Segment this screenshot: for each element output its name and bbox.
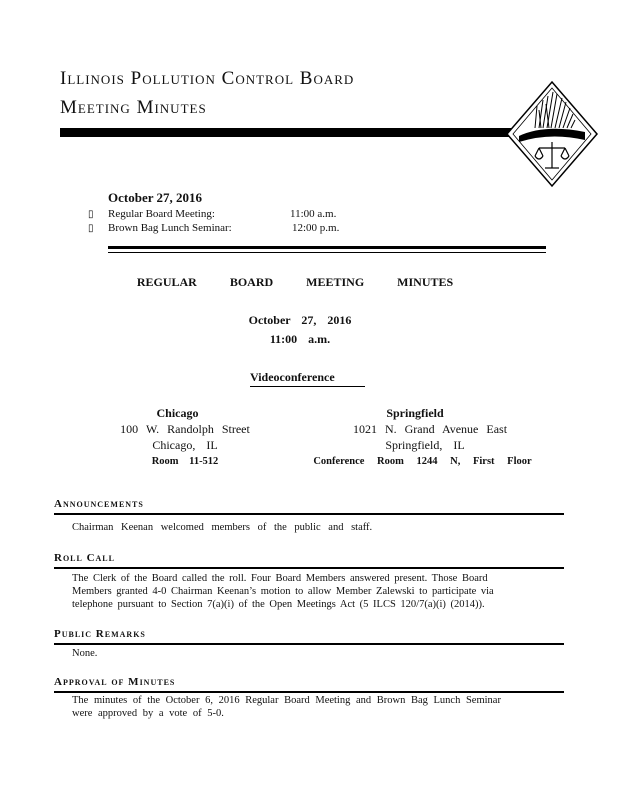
section-rule (54, 691, 564, 693)
schedule-date: October 27, 2016 (108, 190, 202, 205)
approval-line: The minutes of the October 6, 2016 Regular Board Meeting and Brown Bag Lunch Seminar (72, 695, 501, 706)
divider-rule (108, 252, 546, 253)
divider-rule (108, 246, 546, 249)
meeting-time: 11:00 a.m. (269, 332, 331, 346)
location-springfield-name: Springfield (386, 406, 444, 420)
location-chicago-street: 100 W. Randolph Street (120, 422, 250, 436)
meeting-mode: Videoconference (250, 370, 365, 387)
header-bar (60, 128, 520, 137)
schedule-item (88, 222, 408, 234)
page-title-line1: Illinois Pollution Control Board (60, 68, 355, 89)
location-springfield-street: 1021 N. Grand Avenue East (352, 422, 508, 436)
roll-call-text (72, 572, 542, 611)
seal-logo (505, 80, 599, 188)
location-springfield-city: Springfield, IL (385, 438, 465, 452)
section-heading-roll-call: Roll Call (54, 552, 115, 564)
page-title-line2: Meeting Minutes (60, 97, 207, 118)
public-remarks-text: None. (72, 648, 98, 659)
location-springfield-room: Conference Room 1244 N, First Floor (313, 456, 532, 467)
location-chicago-city: Chicago, IL (152, 438, 218, 452)
schedule-item-time: 12:00 p.m. (292, 222, 340, 234)
roll-call-line: Members granted 4-0 Chairman Keenan’s motion to allow Member Zalewski to participate via (72, 586, 494, 597)
section-heading-announcements: Announcements (54, 498, 144, 510)
approval-text (72, 694, 542, 720)
roll-call-line: The Clerk of the Board called the roll. Four Board Members answered present. Those Board (72, 573, 488, 584)
meeting-date: October 27, 2016 (248, 313, 352, 327)
roll-call-line: telephone pursuant to Section 7(a)(i) of the Open Meetings Act (5 ILCS 120/7(a)(i) (2014)). (72, 599, 485, 610)
section-rule (54, 513, 564, 515)
schedule-item-label: Brown Bag Lunch Seminar: (108, 222, 232, 234)
bullet-icon: ▯ (88, 209, 94, 220)
location-chicago-name: Chicago (156, 406, 199, 420)
meeting-heading: REGULAR BOARD MEETING MINUTES (136, 275, 454, 289)
schedule-item (88, 208, 408, 220)
schedule-item-time: 11:00 a.m. (290, 208, 337, 220)
bullet-icon: ▯ (88, 223, 94, 234)
approval-line: were approved by a vote of 5-0. (72, 708, 224, 719)
announcements-text: Chairman Keenan welcomed members of the public and staff. (72, 522, 373, 533)
location-chicago-room: Room 11-512 (151, 456, 219, 467)
section-heading-approval-of-minutes: Approval of Minutes (54, 676, 176, 688)
section-heading-public-remarks: Public Remarks (54, 628, 146, 640)
section-rule (54, 643, 564, 645)
section-rule (54, 567, 564, 569)
schedule-item-label: Regular Board Meeting: (108, 208, 215, 220)
